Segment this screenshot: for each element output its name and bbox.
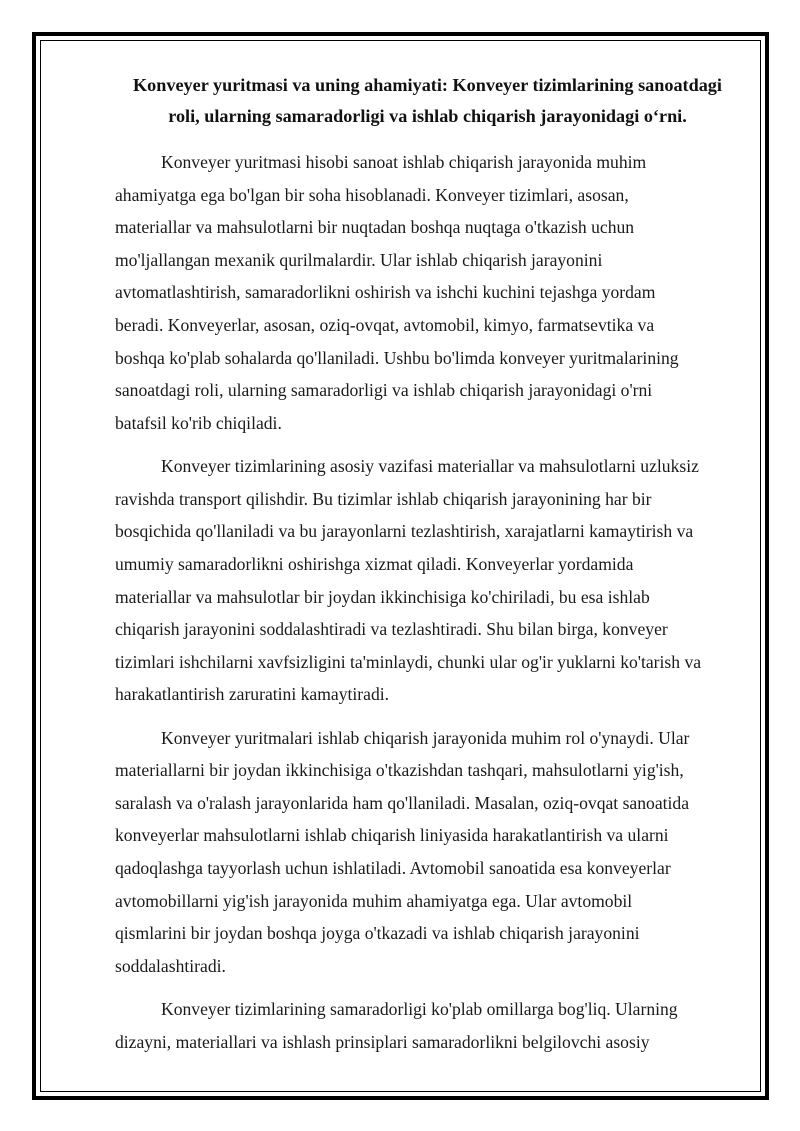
text-line: Konveyer tizimlarining asosiy vazifasi materiallar va mahsulotlarni uzluksiz — [161, 456, 699, 477]
text-line: Konveyer tizimlarining samaradorligi ko'plab omillarga bog'liq. Ularning — [161, 999, 678, 1020]
paragraph-4 — [115, 993, 740, 1058]
text-line: Konveyer yuritmalari ishlab chiqarish jarayonida muhim rol o'ynaydi. Ular — [161, 727, 690, 748]
text-line: qadoqlashga tayyorlash uchun ishlatiladi. Avtomobil sanoatida esa konveyerlar — [115, 858, 671, 879]
paragraph-1 — [115, 146, 740, 439]
paragraph-3 — [115, 722, 740, 983]
title-line: roli, ularning samaradorligi va ishlab chiqarish jarayonidagi o‘rni. — [168, 106, 687, 126]
title-line: Konveyer yuritmasi va uning ahamiyati: Konveyer tizimlarining sanoatdagi — [133, 75, 722, 95]
text-line: Konveyer yuritmasi hisobi sanoat ishlab chiqarish jarayonida muhim — [161, 152, 647, 172]
text-line: materiallarni bir joydan ikkinchisiga o'tkazishdan tashqari, mahsulotlarni yig'ish, — [115, 760, 684, 781]
text-line: bosqichida qo'llaniladi va bu jarayonlarni tezlashtirish, xarajatlarni kamaytirish va — [115, 521, 694, 542]
text-line: batafsil ko'rib chiqiladi. — [115, 412, 282, 433]
text-line: umumiy samaradorlikni oshirishga xizmat qiladi. Konveyerlar yordamida — [115, 553, 634, 574]
text-line: avtomobillarni yig'ish jarayonida muhim ahamiyatga ega. Ular avtomobil — [115, 890, 633, 911]
text-line: mo'ljallangan mexanik qurilmalardir. Ular ishlab chiqarish jarayonini — [115, 249, 603, 270]
text-line: harakatlantirish zaruratini kamaytiradi. — [115, 684, 390, 705]
text-line: ahamiyatga ega bo'lgan bir soha hisoblanadi. Konveyer tizimlari, asosan, — [115, 184, 629, 205]
text-line: dizayni, materiallari va ishlash prinsiplari samaradorlikni belgilovchi asosiy — [115, 1031, 650, 1052]
document-body — [115, 70, 740, 1069]
text-line: beradi. Konveyerlar, asosan, oziq-ovqat, avtomobil, kimyo, farmatsevtika va — [115, 314, 655, 335]
document-title — [115, 70, 740, 132]
text-line: boshqa ko'plab sohalarda qo'llaniladi. Ushbu bo'limda konveyer yuritmalarining — [115, 347, 679, 368]
text-line: tizimlari ishchilarni xavfsizligini ta'minlaydi, chunki ular og'ir yuklarni ko'tarish va — [115, 651, 702, 672]
text-line: materiallar va mahsulotlar bir joydan ikkinchisiga ko'chiriladi, bu esa ishlab — [115, 586, 650, 607]
text-line: ravishda transport qilishdir. Bu tizimlar ishlab chiqarish jarayonining har bir — [115, 488, 652, 509]
text-line: konveyerlar mahsulotlarni ishlab chiqarish liniyasida harakatlantirish va ularni — [115, 825, 669, 846]
text-line: avtomatlashtirish, samaradorlikni oshirish va ishchi kuchini tejashga yordam — [115, 282, 656, 303]
text-line: qismlarini bir joydan boshqa joyga o'tkazadi va ishlab chiqarish jarayonini — [115, 923, 640, 944]
text-line: sanoatdagi roli, ularning samaradorligi va ishlab chiqarish jarayonidagi o'rni — [115, 380, 653, 401]
text-line: materiallar va mahsulotlarni bir nuqtadan boshqa nuqtaga o'tkazish uchun — [115, 217, 635, 238]
text-line: soddalashtiradi. — [115, 955, 226, 976]
text-line: saralash va o'ralash jarayonlarida ham qo'llaniladi. Masalan, oziq-ovqat sanoatida — [115, 792, 690, 813]
text-line: chiqarish jarayonini soddalashtiradi va tezlashtiradi. Shu bilan birga, konveyer — [115, 619, 668, 640]
paragraph-2 — [115, 450, 740, 711]
